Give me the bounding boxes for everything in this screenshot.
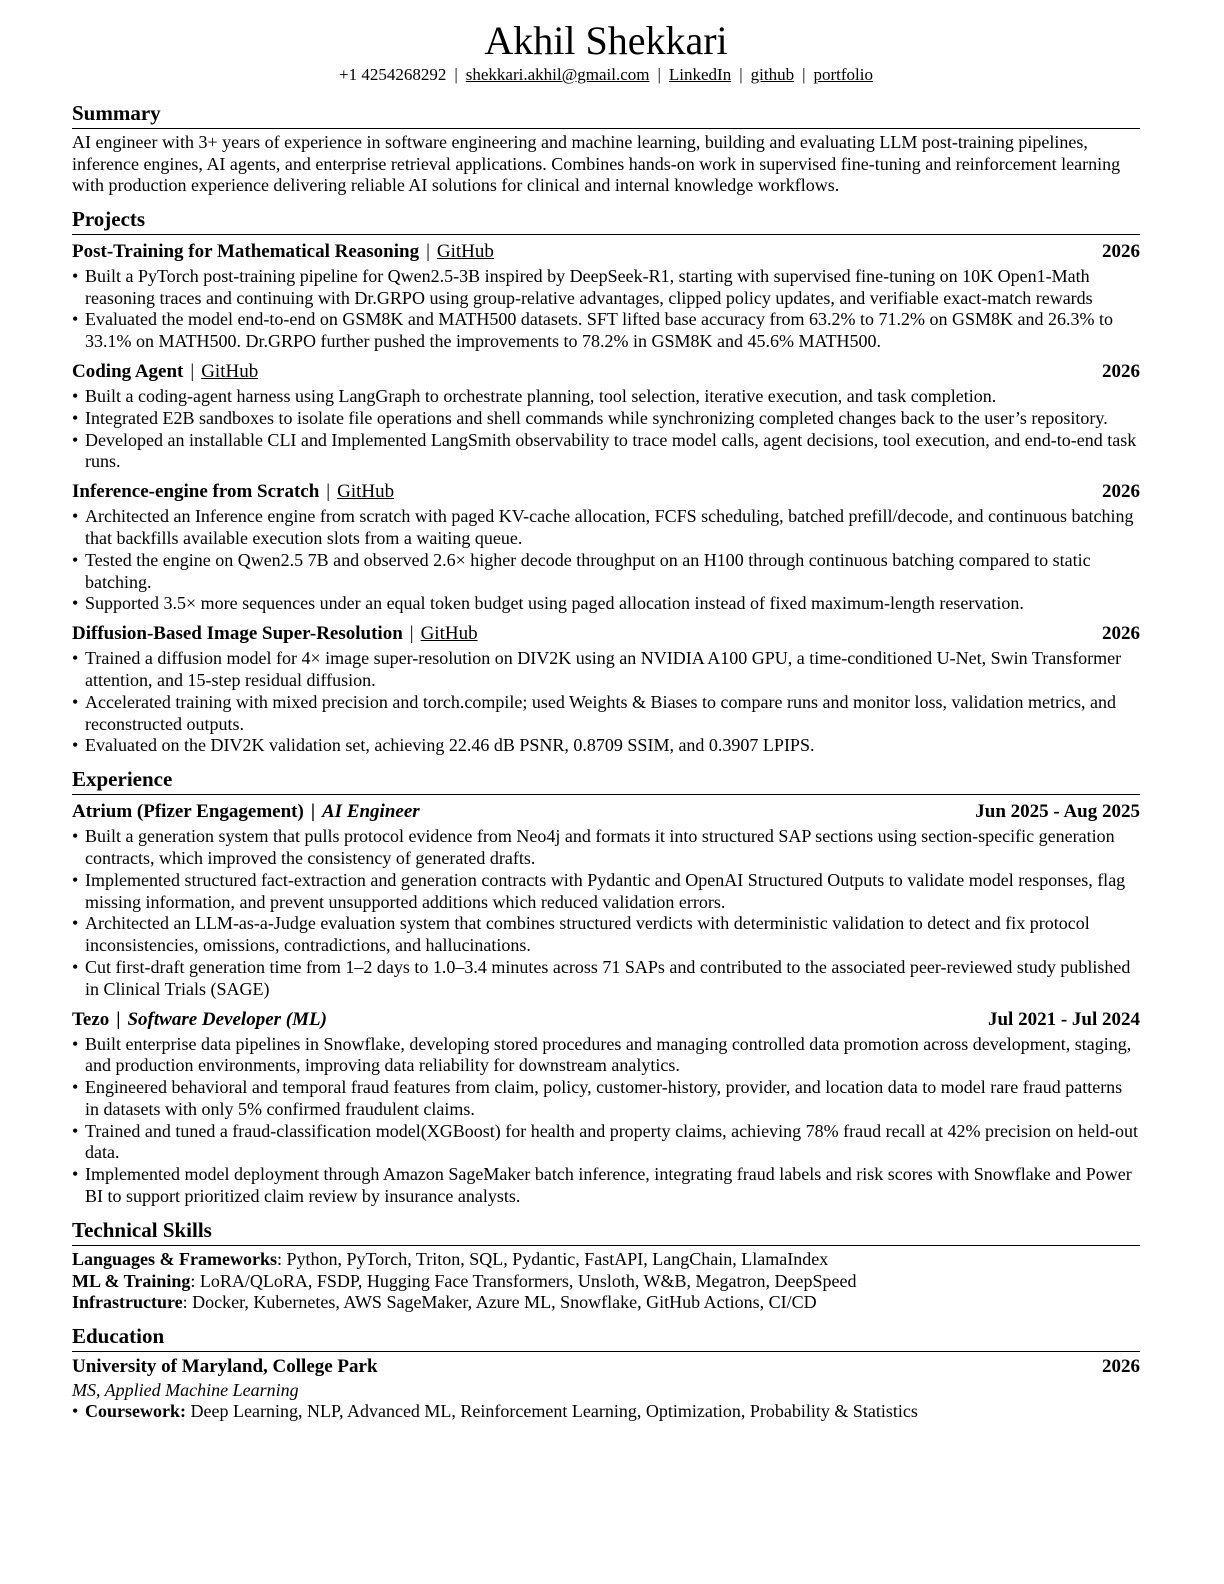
coursework-text: Deep Learning, NLP, Advanced ML, Reinforcement Learning, Optimization, Probability & Statistics [186,1401,918,1422]
candidate-name: Akhil Shekkari [484,18,728,63]
skills-list [72,1249,1140,1314]
company-name: Tezo [72,1008,110,1030]
bullet-item: • Cut first-draft generation time from 1–2 days to 1.0–3.4 minutes across 71 SAPs and contributed to the associated peer-reviewed study published in Clinical Trials (SAGE) [72,957,1140,1001]
separator: | [326,481,331,503]
email-link[interactable]: shekkari.akhil@gmail.com [465,65,650,84]
project-name: Inference-engine from Scratch [72,481,320,503]
bullet-item: • Built a coding-agent harness using LangGraph to orchestrate planning, tool selection, iterative execution, and task completion. [72,386,1140,408]
entry-date: 2026 [1102,623,1140,645]
skills-row [72,1292,1140,1314]
experience-entry [72,1008,1140,1208]
skills-value: : Docker, Kubernetes, AWS SageMaker, Azure ML, Snowflake, GitHub Actions, CI/CD [182,1292,817,1313]
entry-header [72,1355,1140,1379]
entry-header [72,360,1140,384]
bullet-item: • Trained a diffusion model for 4× image super-resolution on DIV2K using an NVIDIA A100 GPU, a time-conditioned U-Net, Swin Transformer attention, and 15-step residual diffusion. [72,648,1140,692]
bullet-item: • Implemented structured fact-extraction and generation contracts with Pydantic and OpenAI Structured Outputs to validate model responses, flag missing information, and prevent unsupported additions which reduced validation errors. [72,870,1140,914]
entry-header [72,800,1140,824]
bullet-item: • Trained and tuned a fraud-classification model(XGBoost) for health and property claims, achieving 78% fraud recall at 42% precision on held-out data. [72,1121,1140,1165]
separator: | [190,360,195,382]
skills-label: Infrastructure [72,1292,183,1313]
project-github-link[interactable]: GitHub [436,240,494,262]
skills-row [72,1271,1140,1293]
separator: | [409,623,414,645]
bullet-item: • Built a generation system that pulls protocol evidence from Neo4j and formats it into structured SAP sections using section-specific generation contracts, which improved the consistency of generated drafts. [72,826,1140,870]
linkedin-link[interactable]: LinkedIn [668,65,732,84]
skills-value: : Python, PyTorch, Triton, SQL, Pydantic, FastAPI, LangChain, LlamaIndex [277,1248,829,1269]
bullet-item: • Evaluated the model end-to-end on GSM8K and MATH500 datasets. SFT lifted base accuracy from 63.2% to 71.2% on GSM8K and 26.3% to 33.1% on MATH500. Dr.GRPO further pushed the improvements to 78.2% in GSM8K and 45.6% MATH500. [72,309,1140,353]
summary-text: AI engineer with 3+ years of experience in software engineering and machine learning, building and evaluating LLM post-training pipelines, inference engines, AI agents, and enterprise retrieval applications. Combines hands-on work in supervised fine-tuning and reinforcement learning with production experience delivering reliable AI solutions for clinical and internal knowledge workflows. [72,132,1121,196]
separator: | [657,65,661,84]
contact-line [72,64,1140,86]
project-entry [72,360,1140,473]
project-entry [72,622,1140,757]
skills-value: : LoRA/QLoRA, FSDP, Hugging Face Transformers, Unsloth, W&B, Megatron, DeepSpeed [190,1270,857,1291]
school-name: University of Maryland, College Park [72,1356,378,1378]
portfolio-link[interactable]: portfolio [813,65,873,84]
bullet-item: • Built enterprise data pipelines in Snowflake, developing stored procedures and managing controlled data promotion across development, staging, and production environments, improving data reliability for downstream analytics. [72,1034,1140,1078]
project-name: Coding Agent [72,360,184,382]
github-link[interactable]: github [750,65,795,84]
entry-date: 2026 [1102,481,1140,503]
phone: +1 4254268292 [339,65,447,84]
experience-entry [72,800,1140,1000]
bullet-list [72,1034,1140,1208]
bullet-item: • Developed an installable CLI and Implemented LangSmith observability to trace model calls, agent decisions, tool execution, and end-to-end task runs. [72,430,1140,474]
bullet-item: • Evaluated on the DIV2K validation set, achieving 22.46 dB PSNR, 0.8709 SSIM, and 0.3907 LPIPS. [72,735,1140,757]
skills-row [72,1249,1140,1271]
separator: | [426,240,430,262]
project-name: Post-Training for Mathematical Reasoning [72,240,420,262]
project-entry [72,480,1140,615]
separator: | [454,65,458,84]
bullet-item: • Implemented model deployment through Amazon SageMaker batch inference, integrating fraud labels and risk scores with Snowflake and Power BI to support prioritized claim review by insurance analysts. [72,1164,1140,1208]
bullet-item: • Architected an Inference engine from scratch with paged KV-cache allocation, FCFS scheduling, batched prefill/decode, and continuous batching that backfills available execution slots from a waiting queue. [72,506,1140,550]
skills-label: ML & Training [72,1270,191,1291]
coursework-label: Coursework: [85,1401,186,1422]
separator: | [310,801,315,823]
project-github-link[interactable]: GitHub [337,481,395,503]
bullet-item: • Built a PyTorch post-training pipeline for Qwen2.5-3B inspired by DeepSeek-R1, starting with supervised fine-tuning on 10K Open1-Math reasoning traces and continuing with Dr.GRPO using group-relative advantages, clipped policy updates, and verifiable exact-match rewards [72,266,1140,310]
bullet-item: • Supported 3.5× more sequences under an equal token budget using paged allocation instead of fixed maximum-length reservation. [72,593,1140,615]
bullet-item: • Integrated E2B sandboxes to isolate file operations and shell commands while synchronizing completed changes back to the user’s repository. [72,408,1140,430]
project-entry [72,240,1140,353]
entry-date: 2026 [1102,1356,1140,1378]
separator: | [739,65,743,84]
bullet-list [72,826,1140,1000]
section-title-education: Education [72,1323,1140,1352]
entry-header [72,480,1140,504]
bullet-list [72,1401,1140,1423]
entry-date: Jun 2025 - Aug 2025 [975,801,1140,823]
bullet-list [72,386,1140,473]
bullet-list [72,648,1140,757]
bullet-item: • Engineered behavioral and temporal fraud features from claim, policy, customer-history, provider, and location data to model rare fraud patterns in datasets with only 5% confirmed fraudulent claims. [72,1077,1140,1121]
project-github-link[interactable]: GitHub [201,360,259,382]
entry-date: 2026 [1102,360,1140,382]
job-role: Software Developer (ML) [127,1008,327,1030]
entry-header [72,240,1140,264]
entry-date: Jul 2021 - Jul 2024 [987,1008,1140,1030]
degree: MS, Applied Machine Learning [72,1380,299,1401]
bullet-list [72,506,1140,615]
section-title-experience: Experience [72,766,1140,795]
bullet-item [72,1401,1140,1423]
separator: | [116,1008,121,1030]
company-name: Atrium (Pfizer Engagement) [72,801,304,823]
project-name: Diffusion-Based Image Super-Resolution [72,623,403,645]
bullet-item: • Tested the engine on Qwen2.5 7B and observed 2.6× higher decode throughput on an H100 through continuous batching compared to static batching. [72,550,1140,594]
job-role: AI Engineer [322,801,420,823]
section-title-projects: Projects [72,206,1140,235]
bullet-item: • Accelerated training with mixed precision and torch.compile; used Weights & Biases to compare runs and monitor loss, validation metrics, and reconstructed outputs. [72,692,1140,736]
entry-header [72,622,1140,646]
project-github-link[interactable]: GitHub [420,623,478,645]
bullet-list [72,266,1140,353]
bullet-item: • Architected an LLM-as-a-Judge evaluation system that combines structured verdicts with deterministic validation to detect and fix protocol inconsistencies, omissions, contradictions, and hallucinations. [72,913,1140,957]
entry-header [72,1008,1140,1032]
section-title-summary: Summary [72,100,1140,129]
section-title-skills: Technical Skills [72,1217,1140,1246]
separator: | [802,65,806,84]
entry-date: 2026 [1102,240,1140,262]
education-entry [72,1355,1140,1423]
skills-label: Languages & Frameworks [72,1248,277,1269]
